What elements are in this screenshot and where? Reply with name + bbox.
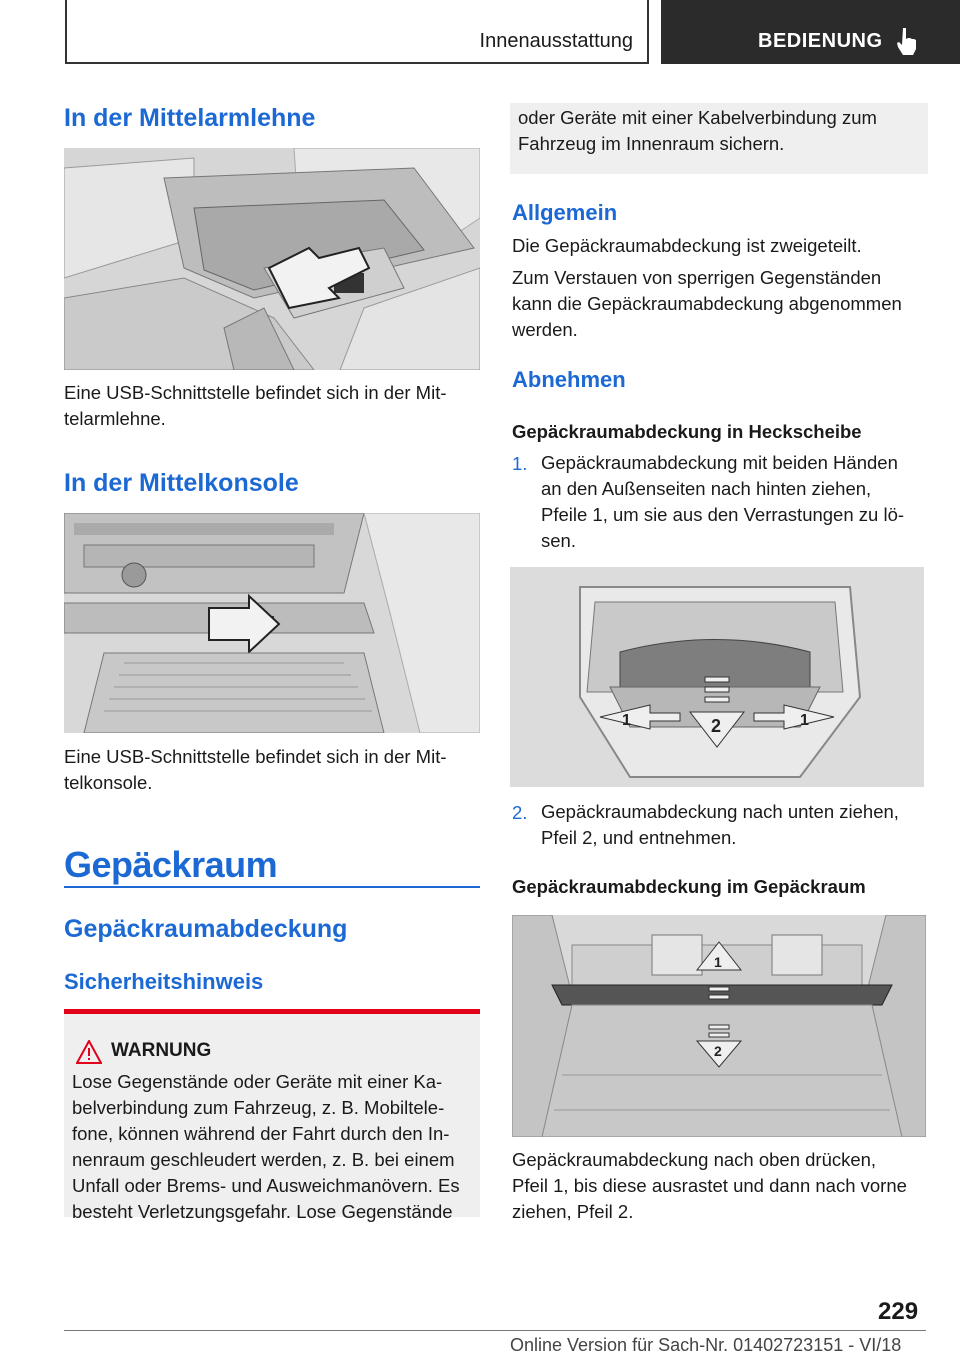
paragraph-allgemein-2 [512,265,902,343]
fig4-label-up: 1 [714,954,722,970]
warning-continued-box [510,103,928,174]
text-line: Pfeile 1, um sie aus den Verrastungen zu lö- [541,504,905,525]
text-line: telarmlehne. [64,408,166,429]
header-chapter-title: BEDIENUNG [758,30,883,52]
figure-cover-tailgate [510,567,924,787]
text-line: Lose Gegenstände oder Geräte mit einer Ka- [72,1071,443,1092]
text-line: Zum Verstauen von sperrigen Gegenständen [512,267,882,288]
paragraph-gepaeckraum [512,1147,907,1225]
heading-allgemein: Allgemein [512,200,618,225]
fig3-label-left: 1 [622,712,631,729]
text-line: Unfall oder Brems- und Ausweichmanövern. Es [72,1175,460,1196]
step-text-1 [541,450,904,554]
paragraph-mittelarmlehne [64,380,447,432]
footer-online-version: Online Version für Sach-Nr. 01402723151 - VI/18 [510,1335,902,1355]
paragraph-allgemein-1: Die Gepäckraumabdeckung ist zweigeteilt. [512,235,862,256]
text-line: sen. [541,530,576,551]
step-number-1: 1. [512,453,528,474]
heading-abnehmen: Abnehmen [512,367,626,392]
text-line: telkonsole. [64,772,153,793]
hand-pointer-icon [894,26,920,56]
header-section-tab [65,0,649,64]
figure-armrest-usb [64,148,480,370]
figure-cover-trunk [512,915,926,1137]
text-line: nenraum geschleudert werden, z. B. bei einem [72,1149,455,1170]
paragraph-mittelkonsole [64,744,447,796]
subheading-gepaeckraum: Gepäckraumabdeckung im Gepäckraum [512,876,866,897]
warning-box [64,1009,480,1222]
warning-title: WARNUNG [111,1040,212,1061]
text-line: Gepäckraumabdeckung mit beiden Händen [541,452,898,473]
text-line: Gepäckraumabdeckung nach oben drücken, [512,1149,877,1170]
heading-gepaeckraumabdeckung: Gepäckraumabdeckung [64,915,348,943]
heading-mittelarmlehne: In der Mittelarmlehne [64,104,316,132]
text-line: werden. [512,319,578,340]
heading-rule [64,886,480,888]
fig4-label-down: 2 [714,1043,722,1059]
text-line: fone, können während der Fahrt durch den In- [72,1123,450,1144]
step-number-2: 2. [512,802,528,823]
fig3-label-center: 2 [711,716,722,736]
text-line: an den Außenseiten nach hinten ziehen, [541,478,872,499]
heading-mittelkonsole: In der Mittelkonsole [64,469,299,497]
heading-gepaeckraum: Gepäckraum [64,844,278,885]
text-line: kann die Gepäckraumabdeckung abgenommen [512,293,902,314]
figure-console-usb [64,513,480,733]
subheading-heckscheibe: Gepäckraumabdeckung in Heckscheibe [512,421,862,442]
warning-text [72,1069,474,1225]
header-section-title: Innenausstattung [479,30,633,52]
warning-triangle-icon [76,1040,102,1064]
text-line: oder Geräte mit einer Kabelverbindung zum [518,107,877,128]
text-line: Eine USB-Schnittstelle befindet sich in der Mit- [64,746,447,767]
text-line: besteht Verletzungsgefahr. Lose Gegenstände [72,1201,453,1222]
page-number: 229 [878,1298,919,1325]
footer-rule [64,1330,926,1331]
text-line: Fahrzeug im Innenraum sichern. [518,133,785,154]
step-text-2 [541,799,899,851]
text-line: belverbindung zum Fahrzeug, z. B. Mobiltele- [72,1097,445,1118]
text-line: ziehen, Pfeil 2. [512,1201,634,1222]
text-line: Gepäckraumabdeckung nach unten ziehen, [541,801,899,822]
warning-continued-text [518,105,918,157]
text-line: Pfeil 2, und entnehmen. [541,827,737,848]
text-line: Eine USB-Schnittstelle befindet sich in der Mit- [64,382,447,403]
heading-sicherheitshinweis: Sicherheitshinweis [64,969,264,994]
fig3-label-right: 1 [800,712,809,729]
text-line: Pfeil 1, bis diese ausrastet und dann nach vorne [512,1175,907,1196]
